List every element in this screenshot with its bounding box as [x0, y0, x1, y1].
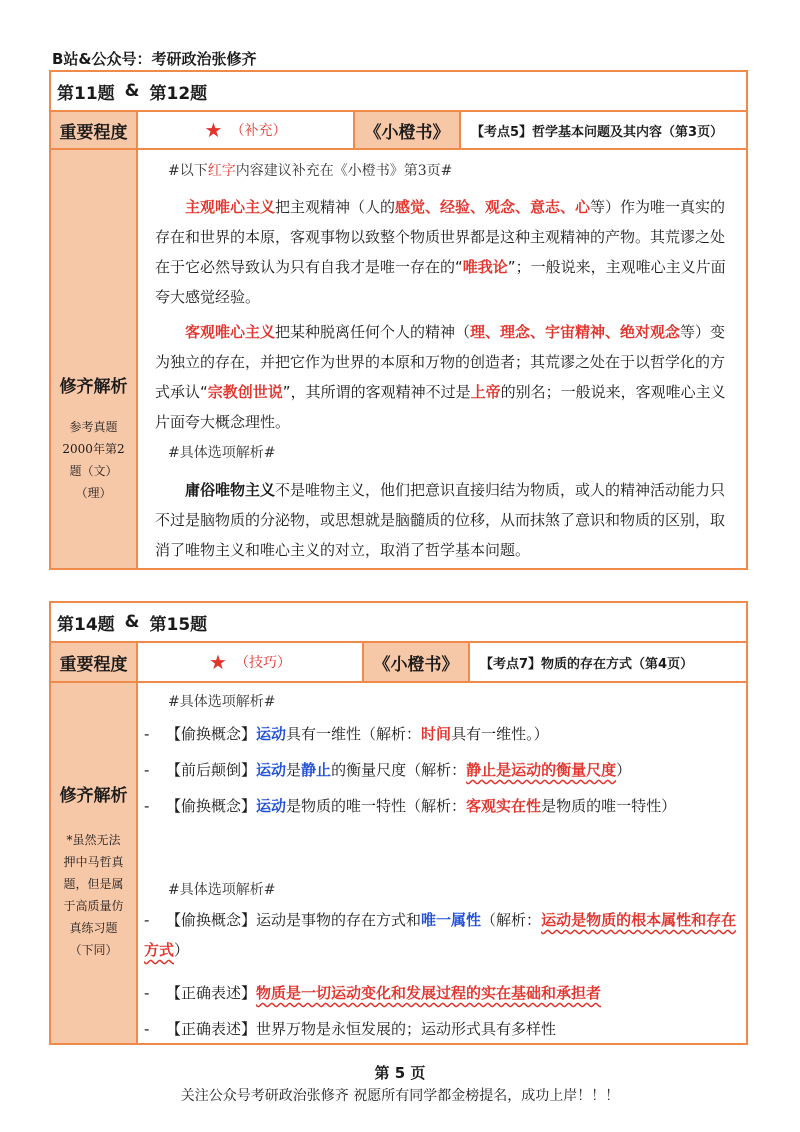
analysis-title: 修齐解析 [59, 377, 128, 397]
term-highlight: 主观唯心主义 [185, 198, 276, 216]
importance-row [51, 112, 746, 150]
text-span: （解析： [481, 911, 542, 929]
note-red-text: 红字 [207, 163, 236, 179]
question-number: 第12题 [149, 83, 208, 104]
key-point: 【考点7】物质的存在方式（第4页） [480, 656, 694, 672]
text-span: 的别名；一般说来，客观唯心主义片面夸大概念理性。 [155, 383, 726, 431]
analysis-body [51, 683, 746, 1043]
paragraph-vulgar-materialism [155, 475, 736, 565]
ampersand: & [124, 81, 140, 101]
book-name: 《小橙书》 [364, 643, 470, 681]
question-number: 第15题 [149, 614, 208, 635]
option-item [144, 791, 738, 821]
option-tag: 【前后颠倒】 [166, 761, 257, 779]
importance-label: 重要程度 [51, 643, 138, 681]
rating-note: （补充） [230, 123, 287, 139]
term-blue: 运动 [256, 797, 287, 815]
ampersand: & [124, 612, 140, 632]
note-line: 于高质量仿 [63, 899, 124, 913]
option-tag: 【偷换概念】 [166, 725, 257, 743]
question-card-11-12 [49, 70, 748, 570]
text-span: ”；一般说来，主观唯心主义片面夸大感觉经验。 [155, 258, 726, 306]
text-span: ”，其所谓的客观精神不过是 [282, 383, 471, 401]
text-span: 是 [286, 761, 302, 779]
option-tag: 【正确表述】 [166, 1020, 257, 1038]
term-highlight-wavy: 静止是运动的衡量尺度 [466, 761, 617, 779]
importance-row [51, 643, 746, 683]
option-item [144, 755, 738, 785]
key-point: 【考点5】哲学基本问题及其内容（第3页） [471, 124, 724, 140]
term-blue: 唯一属性 [421, 911, 482, 929]
text-span: 的衡量尺度（解析： [331, 761, 467, 779]
text-span: ） [616, 761, 632, 779]
star-icon: ★ [209, 650, 227, 674]
option-analysis-note: #具体选项解析# [168, 445, 276, 461]
supplement-note [168, 160, 452, 180]
reference-line: 题（文） [69, 464, 118, 478]
option-item [144, 719, 738, 749]
book-name: 《小橙书》 [355, 112, 461, 148]
note-line: （下同） [69, 943, 118, 957]
text-span: 具有一维性（解析： [286, 725, 422, 743]
option-item [144, 905, 738, 965]
bullet-dash: - [144, 761, 150, 779]
text-span: 世界万物是永恒发展的；运动形式具有多样性 [256, 1020, 557, 1038]
option-tag: 【偷换概念】 [166, 911, 257, 929]
analysis-content [138, 683, 746, 1043]
card-title-row [51, 603, 746, 643]
term-highlight: 宗教创世说 [207, 383, 283, 401]
header-title: B站&公众号：考研政治张修齐 [52, 50, 257, 68]
term-bold: 庸俗唯物主义 [185, 481, 276, 499]
analysis-content [138, 150, 746, 568]
term-highlight: 理、理念、宇宙精神、绝对观念 [470, 323, 681, 341]
rating-note: （技巧） [234, 655, 291, 671]
bullet-dash: - [144, 797, 150, 815]
reference-note [51, 416, 136, 504]
term-blue: 静止 [301, 761, 332, 779]
text-span: 具有一维性。） [451, 725, 549, 743]
term-highlight-wavy: 物质是一切运动变化和发展过程的实在基础和承担者 [256, 984, 602, 1002]
option-tag: 【偷换概念】 [166, 797, 257, 815]
text-span: 是物质的唯一特性） [541, 797, 677, 815]
analysis-body [51, 150, 746, 568]
term-highlight-wavy: 运动是物质的根本属性和存在方式 [144, 911, 737, 959]
analysis-sidebar [51, 683, 138, 1043]
note-line: 真练习题 [69, 921, 118, 935]
option-analysis-note: #具体选项解析# [168, 882, 276, 898]
footer-note: 关注公众号考研政治张修齐 祝愿所有同学都金榜提名，成功上岸！！！ [180, 1088, 620, 1104]
bullet-dash: - [144, 725, 150, 743]
note-line: 题，但是属 [63, 877, 124, 891]
paragraph-subjective-idealism [155, 192, 736, 312]
page-number: 第 5 页 [374, 1064, 426, 1082]
importance-rating [138, 112, 355, 148]
bullet-dash: - [144, 984, 150, 1002]
text-span: 不是唯物主义，他们把意识直接归结为物质，或人的精神活动能力只不过是脑物质的分泌物，或思想就是脑髓质的位移，从而抹煞了意识和物质的区别，取消了唯物主义和唯心主义的对立，取消了哲学基本问题。 [155, 481, 726, 559]
text-span: 把主观精神（人的 [275, 198, 396, 216]
term-highlight: 感觉、经验、观念、意志、心 [395, 198, 591, 216]
reference-line: （理） [75, 486, 112, 500]
bullet-dash: - [144, 911, 150, 929]
text-span: 等）变为独立的存在，并把它作为世界的本原和万物的创造者；其荒谬之处在于以哲学化的方式承认“ [155, 323, 726, 401]
term-highlight: 唯我论 [462, 258, 508, 276]
question-card-14-15 [49, 601, 748, 1045]
text-span: ） [174, 941, 190, 959]
text-span: 等）作为唯一真实的存在和世界的本原，客观事物以致整个物质世界都是这种主观精神的产物。其荒谬之处在于它必然导致认为只有自我才是唯一存在的“ [155, 198, 726, 276]
note-line: *虽然无法 [66, 833, 121, 847]
card-title-row [51, 72, 746, 112]
option-analysis-note: #具体选项解析# [168, 694, 276, 710]
option-item [144, 978, 738, 1008]
paragraph-objective-idealism [155, 317, 736, 437]
term-blue: 运动 [256, 761, 287, 779]
text-span: 运动是事物的存在方式和 [256, 911, 422, 929]
note-line: 押中马哲真 [63, 855, 124, 869]
note-text: 内容建议补充在《小橙书》第3页# [235, 163, 453, 179]
option-item [144, 1014, 738, 1044]
bullet-dash: - [144, 1020, 150, 1038]
analysis-sidebar [51, 150, 138, 568]
term-highlight: 客观实在性 [466, 797, 542, 815]
note-text: #以下 [168, 163, 208, 179]
text-span: 是物质的唯一特性（解析： [286, 797, 467, 815]
importance-rating [138, 643, 364, 681]
term-highlight: 上帝 [470, 383, 501, 401]
analysis-title: 修齐解析 [59, 786, 128, 806]
reference-line: 参考真题 [69, 420, 118, 434]
term-blue: 运动 [256, 725, 287, 743]
reference-line: 2000年第2 [62, 442, 125, 456]
term-highlight: 时间 [421, 725, 452, 743]
disclaimer-note [51, 829, 136, 961]
option-tag: 【正确表述】 [166, 984, 257, 1002]
question-number: 第14题 [57, 614, 115, 635]
question-number: 第11题 [57, 83, 115, 104]
term-highlight: 客观唯心主义 [185, 323, 276, 341]
star-icon: ★ [204, 118, 223, 142]
text-span: 把某种脱离任何个人的精神（ [275, 323, 471, 341]
importance-label: 重要程度 [51, 112, 138, 148]
